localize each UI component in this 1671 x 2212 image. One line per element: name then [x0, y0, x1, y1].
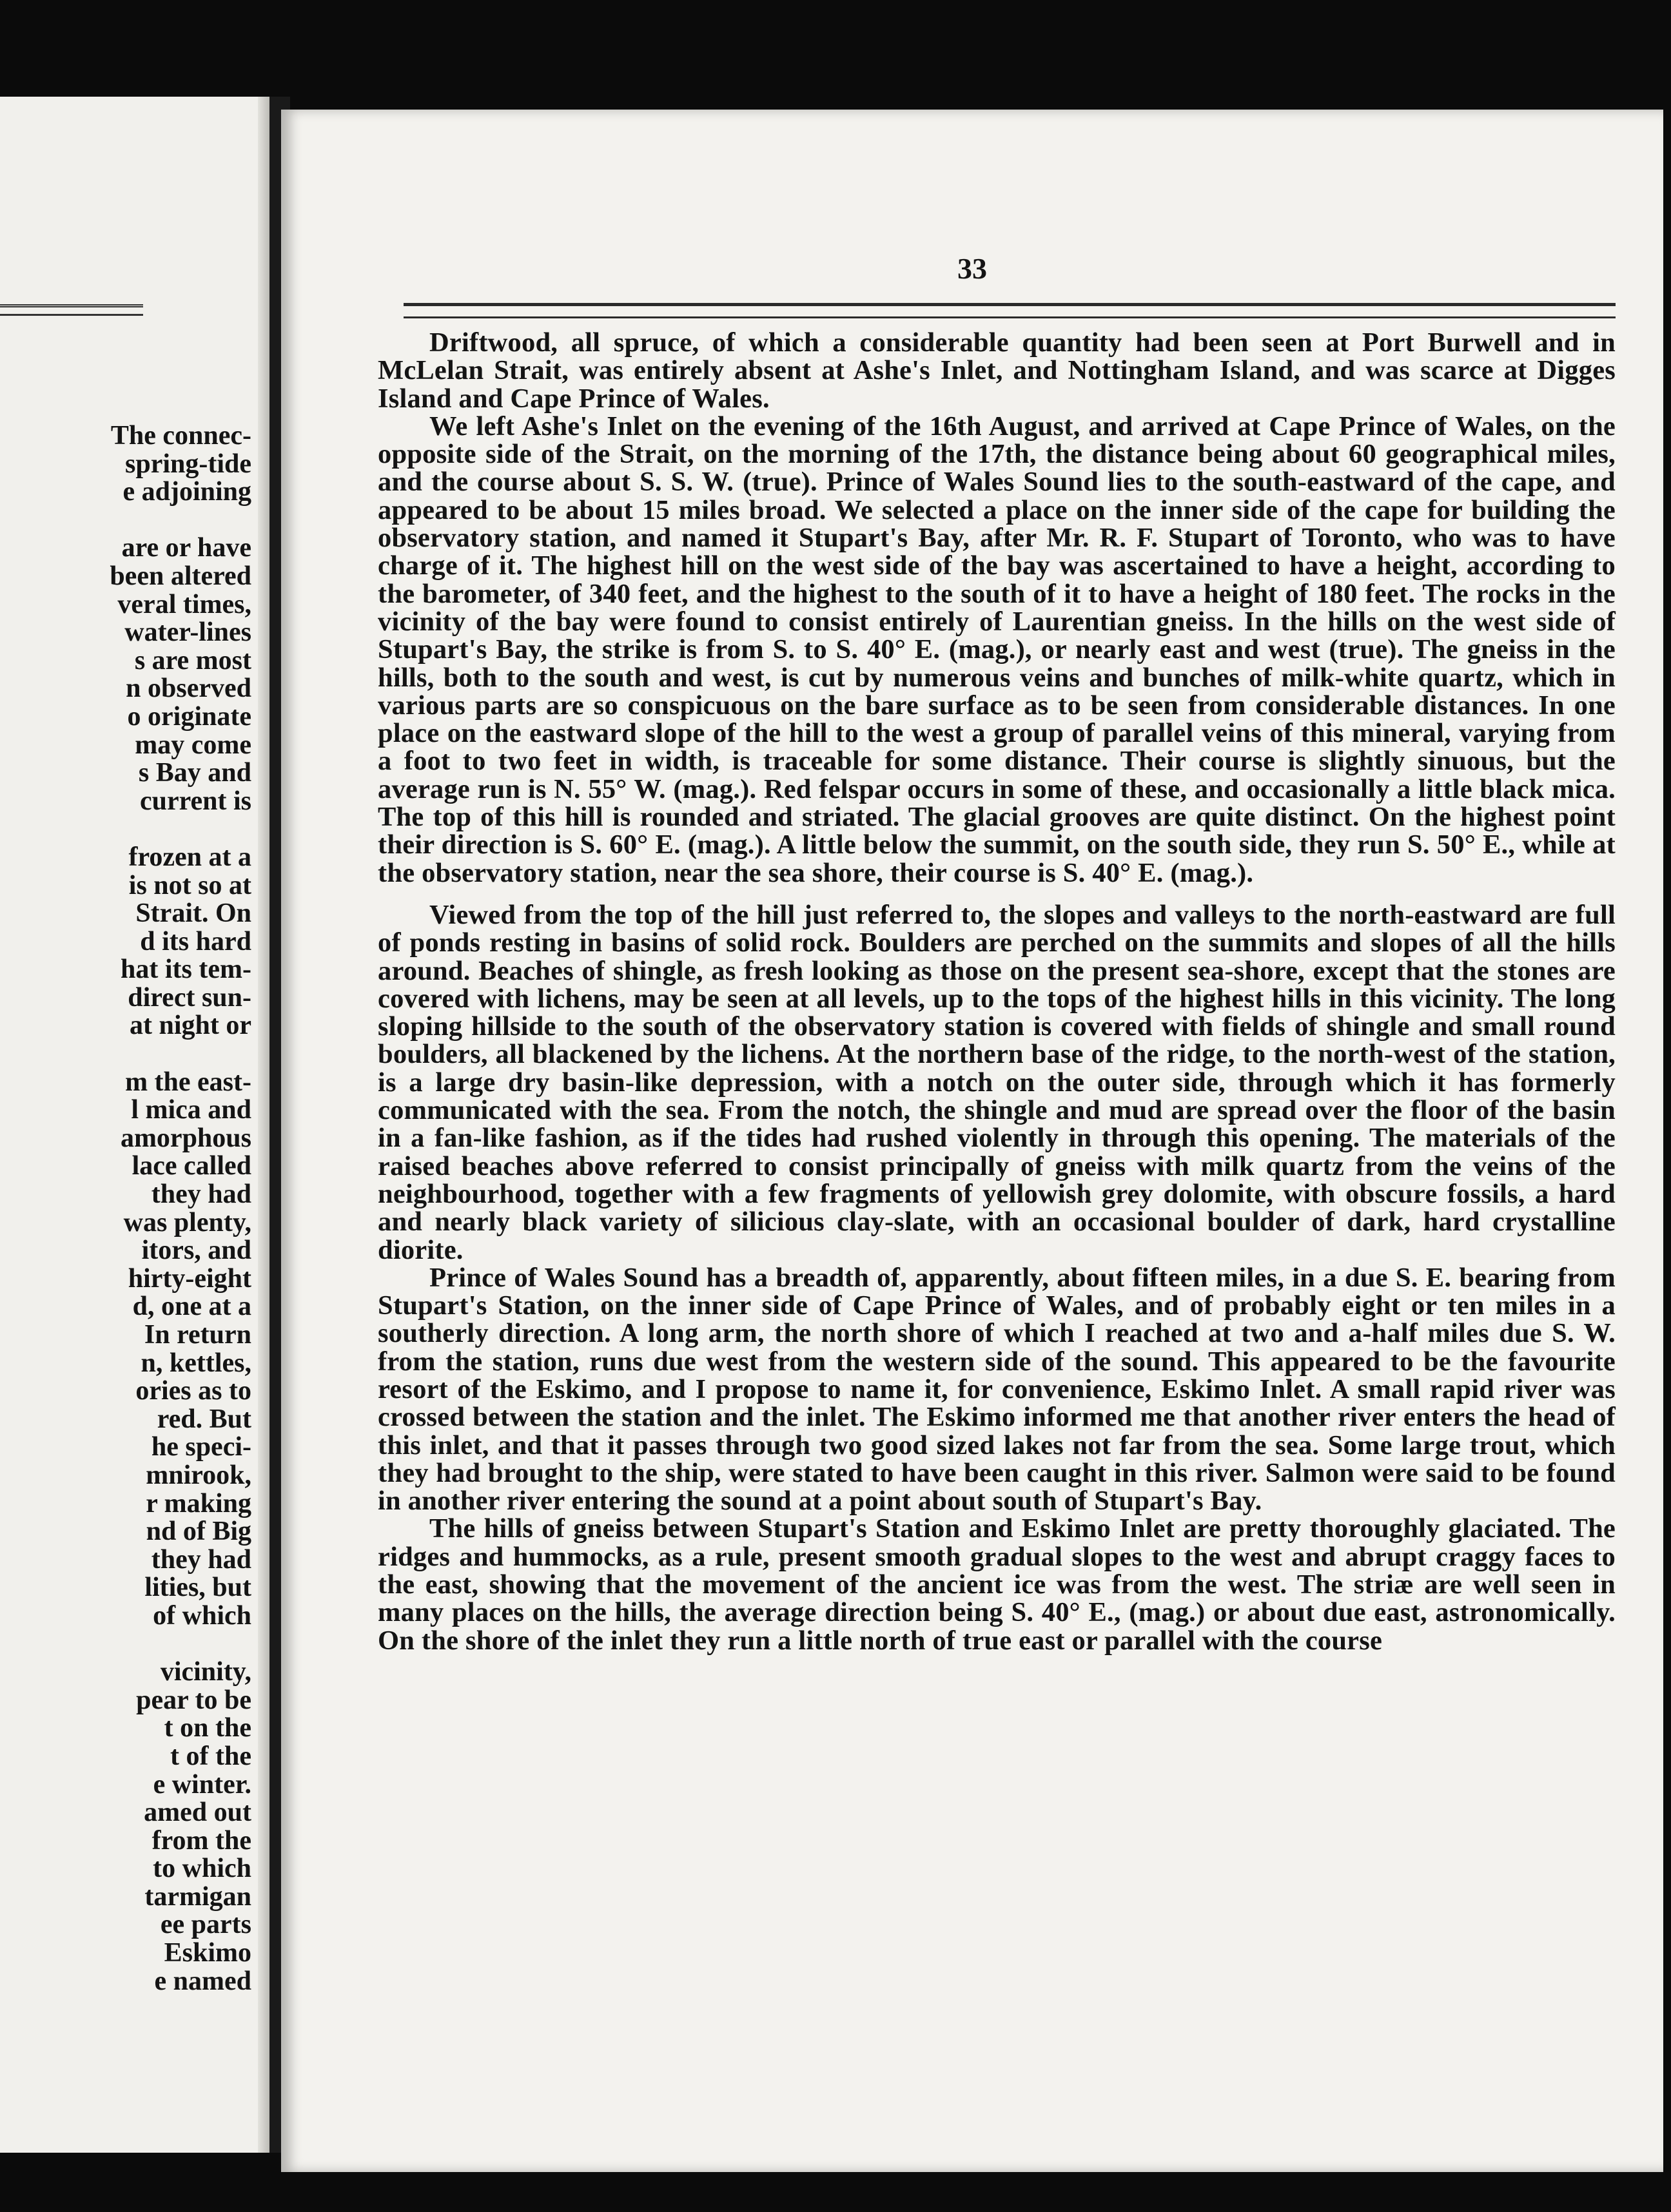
left-page-line: s Bay and [138, 758, 251, 788]
left-page-line: spring-tide [124, 449, 251, 479]
left-page-line: he speci- [151, 1432, 251, 1462]
left-page-line: r making [146, 1488, 251, 1518]
header-rule [404, 303, 1616, 318]
left-page-text [0, 422, 251, 1995]
left-page-line: ee parts [160, 1910, 251, 1940]
left-page-gap [0, 1040, 251, 1069]
left-page-line: they had [151, 1544, 251, 1575]
left-page-line: Strait. On [135, 898, 251, 929]
left-page-line: amorphous [120, 1123, 251, 1153]
left-page-line: ories as to [135, 1376, 251, 1406]
left-page-line: s are most [134, 645, 251, 675]
left-page-line: o originate [127, 701, 251, 732]
left-page-line: tarmigan [144, 1881, 251, 1912]
left-page-gap [0, 815, 251, 844]
left-page-line: e named [154, 1966, 251, 1996]
left-page-line: Eskimo [164, 1938, 251, 1968]
left-page-line: frozen at a [128, 842, 251, 872]
left-page-line: m the east- [125, 1067, 251, 1097]
left-page [0, 97, 269, 2153]
left-page-line: veral times, [117, 589, 251, 619]
left-page-line: to which [153, 1854, 251, 1884]
left-page-line: l mica and [131, 1095, 251, 1125]
left-page-line: of which [153, 1600, 251, 1631]
left-page-line: water-lines [124, 617, 251, 648]
left-page-line: t on the [164, 1713, 251, 1743]
left-page-line: lities, but [144, 1573, 251, 1603]
left-page-line: e adjoining [122, 477, 251, 507]
paragraph: Prince of Wales Sound has a breadth of, apparently, about fifteen miles, in a due S. E. bearing from Stupart's Station, on the inner side of Cape Prince of Wales, and of probably eight or ten miles in a southerly direction. A long arm, the north shore of which I reached at two and a-half miles due S. W. from the station, runs due west from the western side of the sound. This appeared to be the favourite resort of the Eskimo, and I propose to name it, for convenience, Eskimo Inlet. A small rapid river was crossed between the station and the inlet. The Eskimo informed me that another river enters the head of this inlet, and that it passes through two good sized lakes not far from the sea. Some large trout, which they had brought to the ship, were stated to have been caught in this river. Salmon were said to be found in another river entering the sound at a point about south of Stupart's Bay. [378, 1262, 1616, 1517]
left-page-line: at night or [130, 1011, 251, 1041]
left-page-gap [0, 1631, 251, 1659]
left-page-line: been altered [110, 561, 251, 591]
left-page-line: n, kettles, [141, 1348, 251, 1378]
left-page-line: from the [151, 1825, 251, 1856]
left-page-line: hirty-eight [128, 1263, 251, 1294]
left-page-line: may come [135, 730, 251, 760]
left-page-line: hat its tem- [121, 955, 251, 985]
page-number: 33 [957, 252, 987, 285]
left-page-line: nd of Big [146, 1517, 251, 1547]
left-page-gap [0, 507, 251, 535]
left-page-line: are or have [121, 533, 251, 563]
left-page-line: n observed [126, 674, 251, 704]
left-page-line: was plenty, [123, 1207, 251, 1237]
left-page-line: e winter. [153, 1769, 251, 1800]
left-page-line: vicinity, [160, 1657, 251, 1687]
left-page-edge [258, 97, 269, 2153]
left-page-line: red. But [157, 1404, 251, 1434]
left-page-line: they had [151, 1179, 251, 1210]
left-page-line: mnirook, [146, 1460, 251, 1490]
paragraph: We left Ashe's Inlet on the evening of the 16th August, and arrived at Cape Prince of Wales, on the opposite side of the Strait, on the morning of the 17th, the distance being about 60 geographical miles, and the course about S. S. W. (true). Prince of Wales Sound lies to the south-eastward of the cape, and appeared to be about 15 miles broad. We selected a place on the inner side of the cape for building the observatory station, and named it Stupart's Bay, after Mr. R. F. Stupart of Toronto, who was to have charge of it. The highest hill on the west side of the bay was ascertained to have a height, according to the barometer, of 340 feet, and the highest to the south of it to have a height of 180 feet. The rocks in the vicinity of the bay were found to consist entirely of Laurentian gneiss. In the hills on the west side of Stupart's Bay, the strike is from S. to S. 40° E. (mag.), or nearly east and west (true). The gneiss in the hills, both to the south and west, is cut by numerous veins and bunches of milk-white quartz, which in various parts are so conspicuous on the bare surface as to be seen from considerable distances. In one place on the eastward slope of the hill to the west a group of parallel veins of this mineral, varying from a foot to two feet in width, is traceable for some distance. Their course is slightly sinuous, but the average run is N. 55° W. (mag.). Red felspar occurs in some of these, and occasionally a little black mica. The top of this hill is rounded and striated. The glacial grooves are quite distinct. On the highest point their direction is S. 60° E. (mag.). A little below the summit, on the south side, they run S. 50° E., while at the observatory station, near the sea shore, their course is S. 40° E. (mag.). [378, 411, 1616, 888]
left-page-line: In return [144, 1320, 251, 1350]
left-page-line: amed out [144, 1798, 251, 1828]
left-page-line: t of the [170, 1741, 251, 1771]
left-page-line: The connec- [110, 421, 251, 451]
left-page-line: current is [139, 786, 251, 816]
left-page-line: is not so at [128, 870, 251, 900]
main-page [281, 110, 1663, 2172]
left-page-line: direct sun- [128, 982, 251, 1013]
left-page-rule [0, 304, 143, 316]
paragraph: Driftwood, all spruce, of which a considerable quantity had been seen at Port Burwell and in McLelan Strait, was entirely absent at Ashe's Inlet, and Nottingham Island, and was scarce at Digges Island and Cape Prince of Wales. [378, 327, 1616, 414]
left-page-line: lace called [132, 1151, 251, 1181]
left-page-line: d, one at a [132, 1292, 251, 1322]
left-page-line: itors, and [141, 1236, 251, 1266]
left-page-line: pear to be [136, 1685, 251, 1715]
paragraph: The hills of gneiss between Stupart's Station and Eskimo Inlet are pretty thoroughly glaciated. The ridges and hummocks, as a rule, present smooth gradual slopes to the west and abrupt craggy faces to the east, showing that the movement of the ancient ice was from the west. The striæ are well seen in many places on the hills, the average direction being S. 40° E., (mag.) or about due east, astronomically. On the shore of the inlet they run a little north of true east or parallel with the course [378, 1513, 1616, 1656]
left-page-line: d its hard [140, 926, 251, 956]
body-text [378, 329, 1616, 1654]
paragraph: Viewed from the top of the hill just referred to, the slopes and valleys to the north-eastward are full of ponds resting in basins of solid rock. Boulders are perched on the summits and slopes of all the hills around. Beaches of shingle, as fresh looking as those on the present sea-shore, except that the stones are covered with lichens, may be seen at all levels, up to the tops of the highest hills in this vicinity. The long sloping hillside to the south of the observatory station is covered with fields of shingle and small round boulders, all blackened by the lichens. At the northern base of the ridge, to the north-west of the station, is a large dry basin-like depression, with a notch on the outer side, through which it has formerly communicated with the sea. From the notch, the shingle and mud are spread over the floor of the basin in a fan-like fashion, as if the tides had rushed violently in through this opening. The materials of the raised beaches above referred to consist principally of gneiss with milk quartz from the veins of the neighbourhood, together with a few fragments of yellowish grey dolomite, with obscure fossils, a hard and nearly black variety of silicious clay-slate, with an occasional boulder of dark, hard crystalline diorite. [378, 899, 1616, 1265]
